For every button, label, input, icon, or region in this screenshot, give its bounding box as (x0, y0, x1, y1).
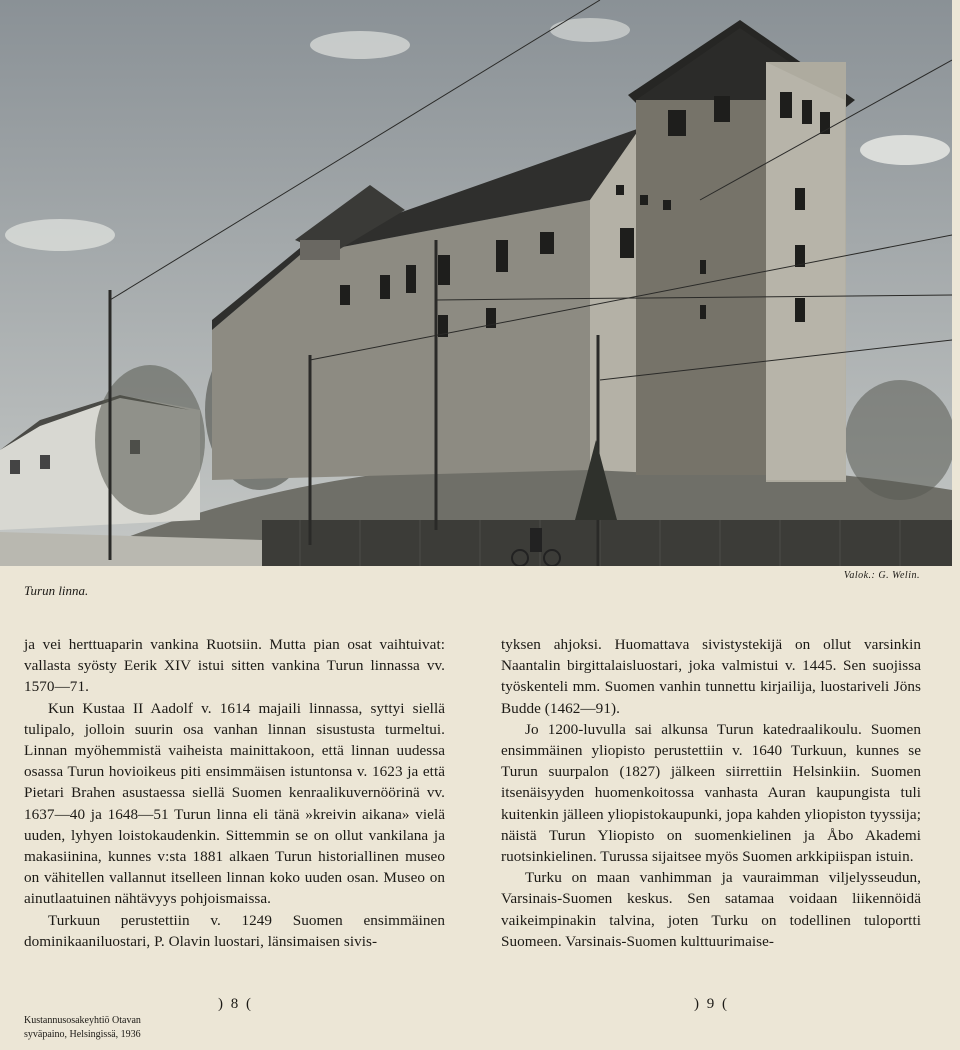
page-number-right: ) 9 ( (694, 996, 729, 1012)
publisher-imprint (24, 1014, 141, 1042)
paragraph: Jo 1200-luvulla sai alkunsa Turun katedraalikoulu. Suomen ensimmäinen yliopisto perustettiin v. 1640 Turkuun, kunnes se Turun suurpalon (1827) jälkeen siirrettiin Helsinkiin. Suomen itsenäisyyden huomenkoitossa vanhasta Auran kaupungista tuli kuitenkin jälleen yliopistokaupunki, jopa kahden yliopiston tyyssija; näistä Turun Yliopisto on suomenkielinen ja Åbo Akademi ruotsinkielinen. Turussa sijaitsee myös Suomen arkkipiispan istuin. (501, 720, 921, 866)
photo-caption: Turun linna. (24, 583, 89, 598)
photo-credit: Valok.: G. Welin. (843, 570, 920, 581)
left-text-column (24, 634, 445, 952)
page-number-left: ) 8 ( (218, 996, 253, 1012)
publisher-line: syväpaino, Helsingissä, 1936 (24, 1029, 141, 1040)
paragraph: Kun Kustaa II Aadolf v. 1614 majaili linnassa, syttyi siellä tulipalo, jolloin suurin osa vanhan linnan sisustusta turmeltui. Linnan myöhemmistä vaiheista mainittakoon, että linnan uudessa osassa Turun hovioikeus piti ensimmäisen istuntonsa v. 1623 ja että Pietari Brahen asustaessa siellä Suomen kenraalikuvernöörinä vv. 1637—40 ja 1648—51 Turun linna eli tänä »kreivin aikana» vielä uuden, lyhyen loistokaudenkin. Sittemmin se on ollut vankilana ja makasiinina, kunnes v:sta 1881 alkaen Turun historiallinen museo on vähitellen vallannut itselleen linnan koko uuden osan. Museo on ainutlaatuinen nähtävyys pohjoismaissa. (24, 699, 445, 908)
paragraph: ja vei herttuaparin vankina Ruotsiin. Mutta pian osat vaihtuivat: vallasta syösty Eerik XIV istui sitten vankina Turun linnassa vv. 1570—71. (24, 636, 445, 696)
right-text-column (501, 634, 921, 952)
paragraph: Turku on maan vanhimman ja vauraimman viljelysseudun, Varsinais-Suomen keskus. Sen satamaa voidaan liikennöidä vaikeimpinakin talvina, joten Turku on todellinen tuloportti Suomeen. Varsinais-Suomen kulttuurimaise- (501, 869, 921, 950)
paragraph: tyksen ahjoksi. Huomattava sivistystekijä on ollut varsinkin Naantalin birgittalaisluostari, joka valmistui v. 1445. Sen suojissa työskenteli mm. Suomen vanhin tunnettu kirjailija, luostariveli Jöns Budde (1462—91). (501, 636, 921, 717)
publisher-line: Kustannusosakeyhtiö Otavan (24, 1015, 141, 1026)
paragraph: Turkuun perustettiin v. 1249 Suomen ensimmäinen dominikaaniluostari, P. Olavin luostari, länsimaisen sivis- (24, 911, 445, 950)
